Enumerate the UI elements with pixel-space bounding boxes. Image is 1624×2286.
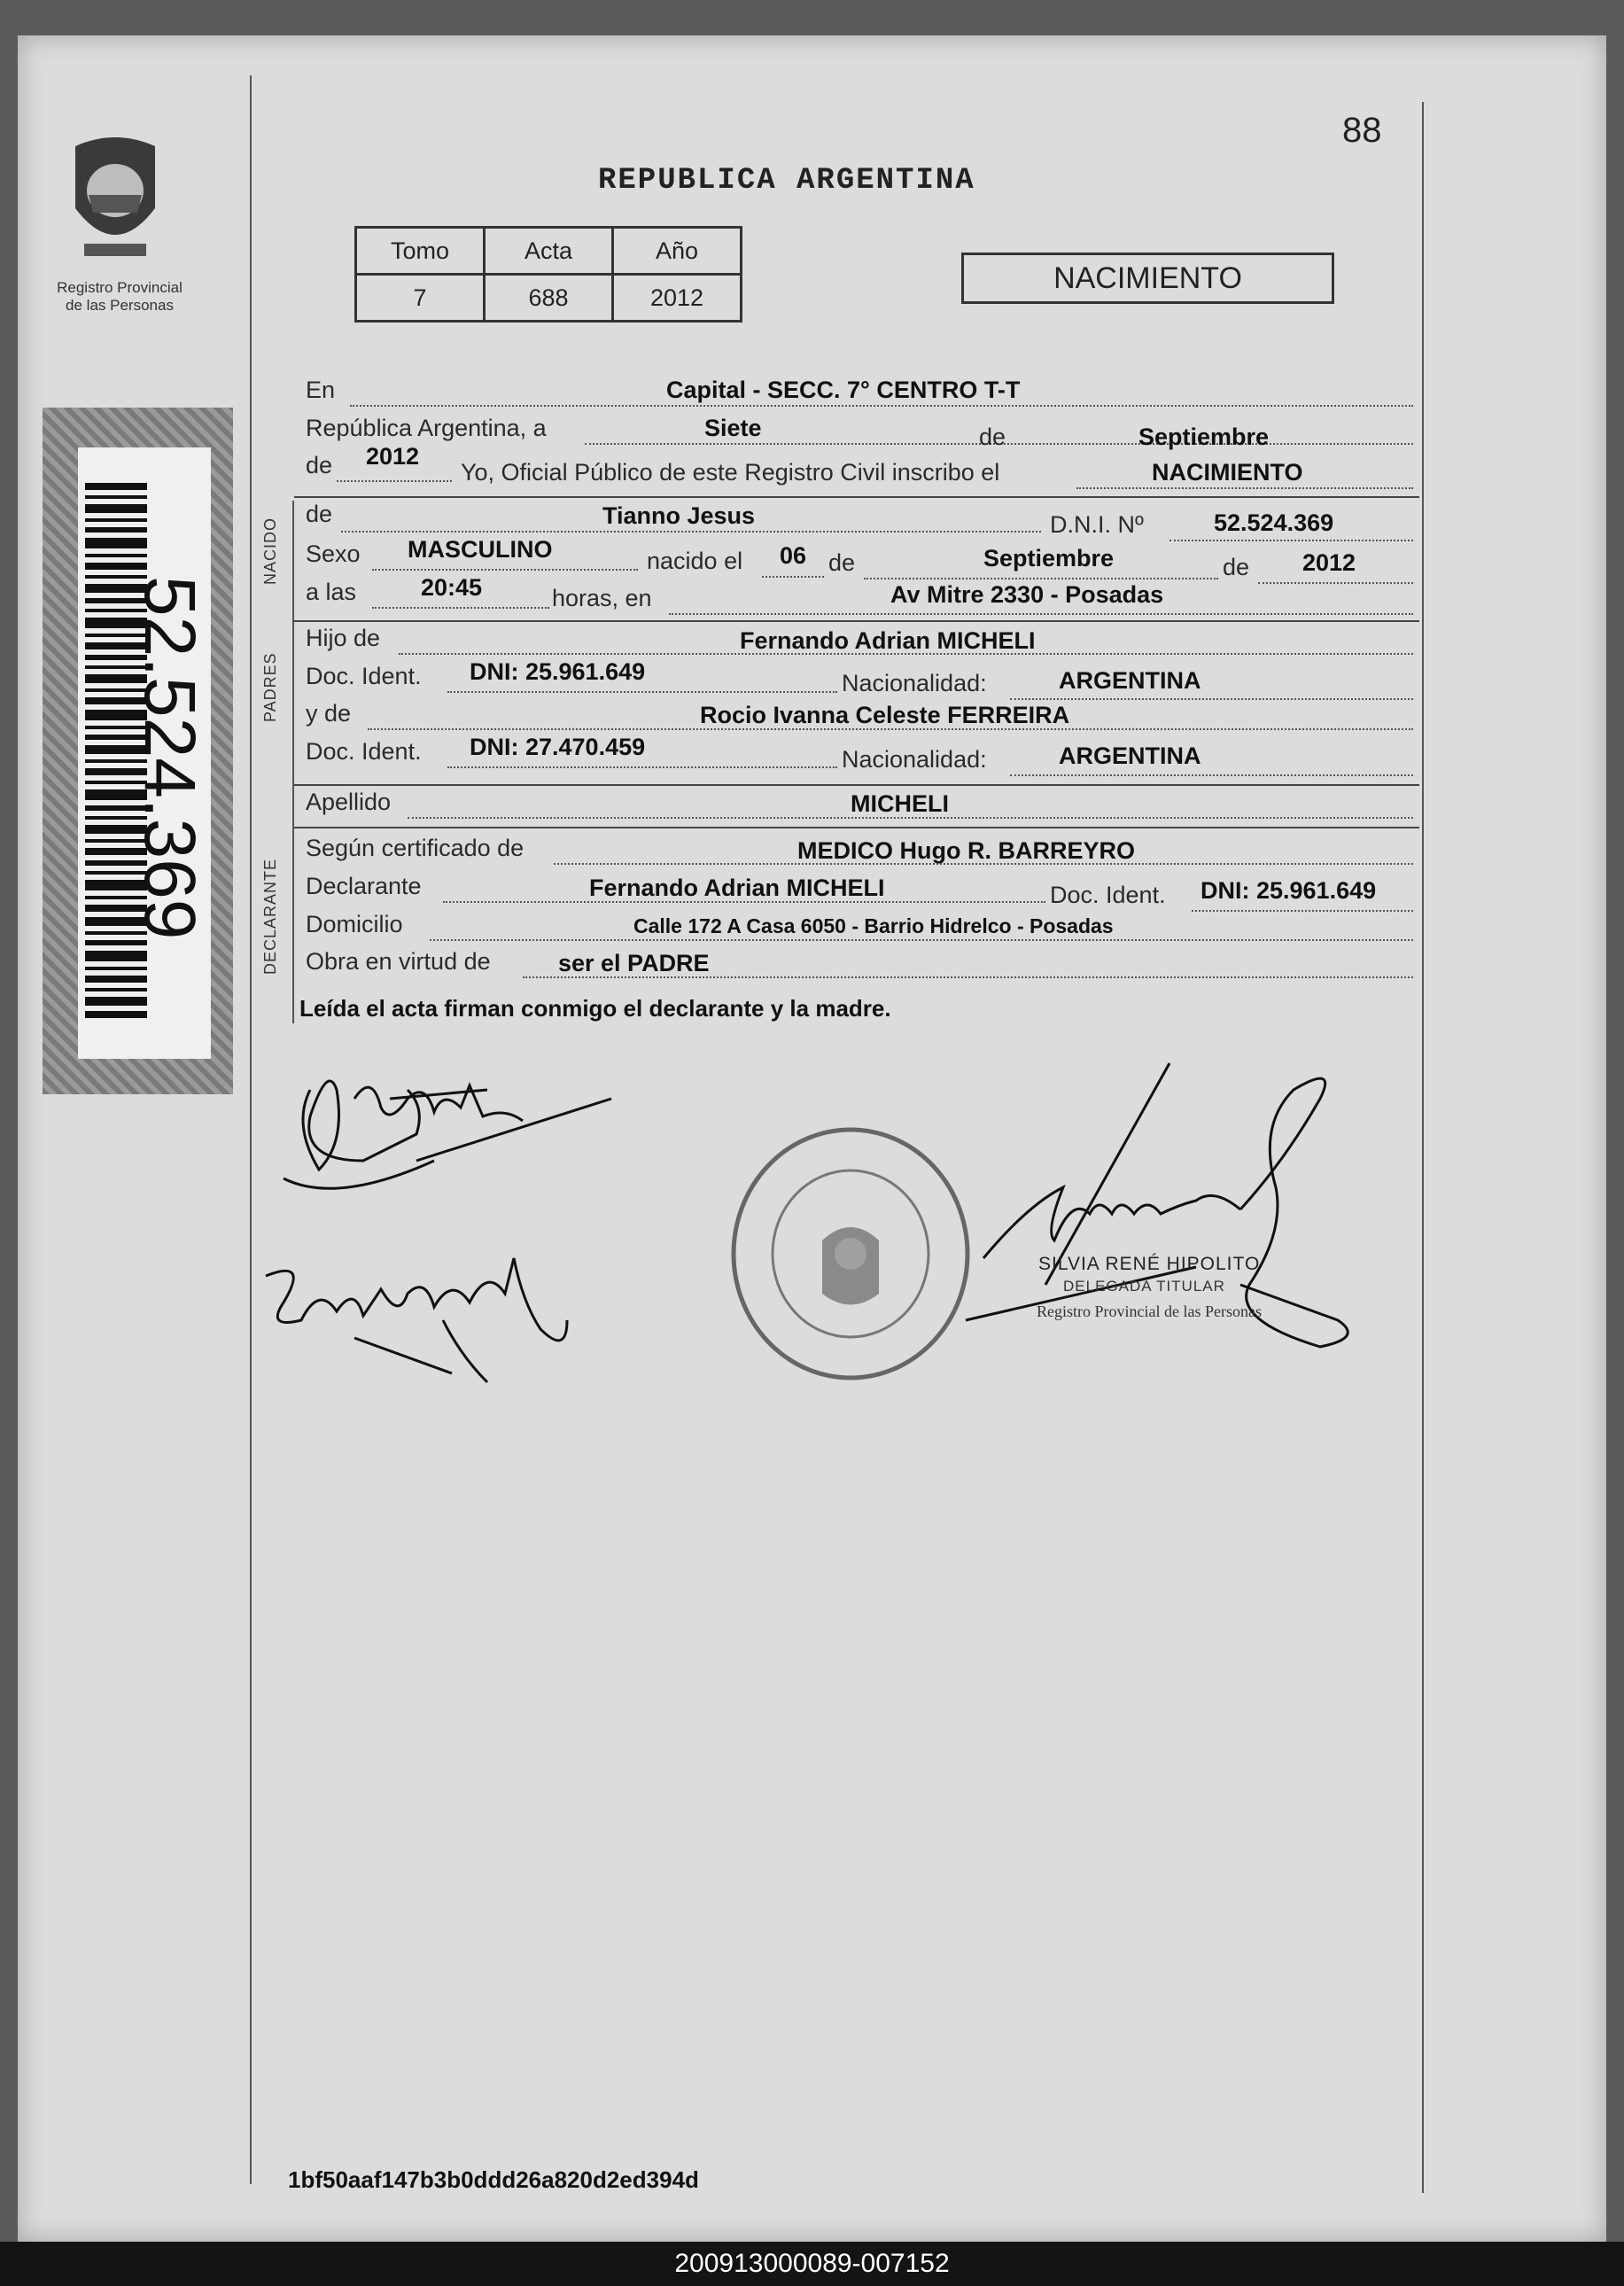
- label-sexo: Sexo: [306, 540, 361, 567]
- divider-line: [294, 784, 1419, 786]
- footer-code: 200913000089-007152: [674, 2249, 950, 2278]
- value-apellido: MICHELI: [851, 790, 949, 817]
- label-segun-certificado: Según certificado de: [306, 835, 524, 861]
- anio-value: 2012: [613, 275, 742, 322]
- value-lugar: Capital - SECC. 7° CENTRO T-T: [666, 377, 1021, 403]
- logo-caption-line2: de las Personas: [66, 297, 174, 314]
- value-hora: 20:45: [421, 574, 483, 601]
- label-yo-oficial: Yo, Oficial Público de este Registro Civil inscribo el: [461, 459, 1000, 486]
- value-madre-nac: ARGENTINA: [1059, 743, 1201, 769]
- value-nac-anio: 2012: [1302, 549, 1356, 576]
- label-obra-en-virtud: Obra en virtud de: [306, 948, 491, 975]
- value-nombre: Tianno Jesus: [602, 502, 756, 529]
- label-doc-ident1: Doc. Ident.: [306, 663, 422, 689]
- value-acto: NACIMIENTO: [1152, 459, 1303, 486]
- value-dia: Siete: [704, 415, 762, 441]
- label-domicilio: Domicilio: [306, 911, 403, 937]
- label-a-las: a las: [306, 579, 357, 605]
- label-declarante: Declarante: [306, 873, 422, 899]
- label-en: En: [306, 377, 336, 403]
- acta-value: 688: [485, 275, 613, 322]
- value-padre-nac: ARGENTINA: [1059, 667, 1201, 694]
- anio-header: Año: [613, 228, 742, 275]
- declarant-signature-icon: [257, 1037, 629, 1214]
- label-republica: República Argentina, a: [306, 415, 547, 441]
- side-label-nacido: NACIDO: [261, 517, 279, 585]
- side-label-declarante: DECLARANTE: [261, 858, 279, 975]
- official-office: Registro Provincial de las Personas: [1037, 1302, 1262, 1320]
- value-madre-doc: DNI: 27.470.459: [470, 734, 646, 760]
- mother-signature-icon: [248, 1223, 602, 1400]
- page-number: 88: [1342, 111, 1382, 150]
- value-padre: Fernando Adrian MICHELI: [740, 627, 1036, 654]
- label-de2: de: [306, 452, 333, 478]
- value-obra: ser el PADRE: [558, 950, 710, 976]
- value-declarante: Fernando Adrian MICHELI: [589, 875, 885, 901]
- label-de-nombre: de: [306, 501, 333, 527]
- official-stamp-icon: [718, 1121, 983, 1387]
- closing-statement: Leída el acta firman conmigo el declarante y la madre.: [299, 995, 891, 1022]
- label-horas-en: horas, en: [552, 585, 652, 611]
- side-label-padres: PADRES: [261, 652, 279, 722]
- value-madre: Rocio Ivanna Celeste FERREIRA: [700, 702, 1070, 728]
- tomo-header: Tomo: [356, 228, 485, 275]
- logo-caption: [40, 279, 199, 315]
- value-declarante-doc: DNI: 25.961.649: [1201, 877, 1377, 904]
- reference-table-values: [356, 275, 742, 322]
- label-nacionalidad1: Nacionalidad:: [842, 670, 987, 696]
- label-doc-ident2: Doc. Ident.: [306, 738, 422, 765]
- divider-line: [294, 620, 1419, 622]
- section-divider-line: [292, 501, 294, 1023]
- document-hash: 1bf50aaf147b3b0ddd26a820d2ed394d: [288, 2166, 699, 2193]
- value-anio: 2012: [366, 443, 420, 470]
- divider-line: [294, 496, 1419, 498]
- label-de1: de: [979, 424, 1006, 450]
- tomo-value: 7: [356, 275, 485, 322]
- logo-caption-line1: Registro Provincial: [57, 279, 183, 296]
- acta-header: Acta: [485, 228, 613, 275]
- label-apellido: Apellido: [306, 789, 392, 815]
- left-margin-line: [250, 75, 252, 2184]
- value-padre-doc: DNI: 25.961.649: [470, 658, 646, 685]
- barcode-number: 52.524.369: [129, 576, 210, 940]
- label-de4: de: [1223, 554, 1250, 580]
- value-lugar-nac: Av Mitre 2330 - Posadas: [890, 581, 1164, 608]
- value-domicilio: Calle 172 A Casa 6050 - Barrio Hidrelco - Posadas: [633, 914, 1114, 937]
- value-nac-dia: 06: [780, 542, 807, 569]
- barcode-panel: [43, 408, 233, 1094]
- provincial-seal-icon: [58, 128, 173, 270]
- reference-table: [354, 226, 742, 323]
- value-certificado: MEDICO Hugo R. BARREYRO: [797, 837, 1135, 864]
- label-nacido-el: nacido el: [647, 548, 743, 574]
- value-dni: 52.524.369: [1214, 509, 1334, 536]
- official-name: SILVIA RENÉ HIPOLITO: [1038, 1254, 1261, 1274]
- right-margin-line: [1422, 102, 1424, 2193]
- document-title: REPUBLICA ARGENTINA: [598, 164, 975, 198]
- label-nacionalidad2: Nacionalidad:: [842, 746, 987, 773]
- official-role: DELEGADA TITULAR: [1063, 1278, 1225, 1295]
- label-doc-ident3: Doc. Ident.: [1050, 882, 1166, 908]
- value-sexo: MASCULINO: [408, 536, 553, 563]
- reference-table-header: [356, 228, 742, 275]
- record-type-box: NACIMIENTO: [961, 253, 1334, 304]
- divider-line: [294, 827, 1419, 828]
- label-hijo-de: Hijo de: [306, 625, 381, 651]
- label-dni: D.N.I. Nº: [1050, 511, 1144, 538]
- label-de3: de: [828, 549, 856, 576]
- value-nac-mes: Septiembre: [983, 545, 1115, 572]
- value-mes: Septiembre: [1138, 424, 1270, 450]
- label-y-de: y de: [306, 700, 352, 727]
- document-page: [18, 35, 1606, 2242]
